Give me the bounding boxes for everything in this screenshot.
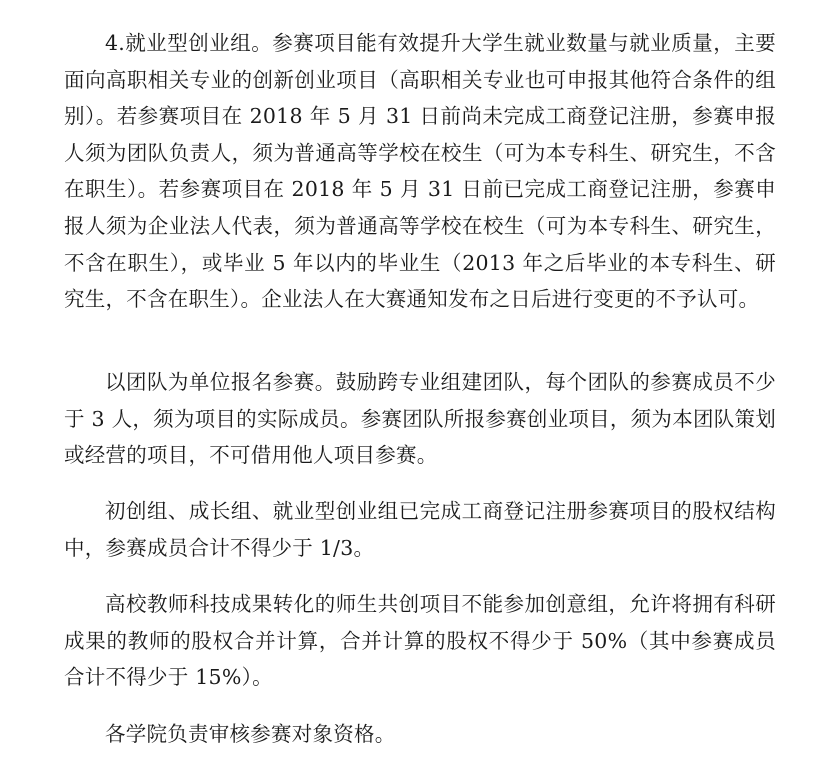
paragraph-team-registration: 以团队为单位报名参赛。鼓励跨专业组建团队，每个团队的参赛成员不少于 3 人，须为项目的实际成员。参赛团队所报参赛创业项目，须为本团队策划或经营的项目，不可借用他人项目参赛。	[64, 370, 776, 468]
paragraph-employment-startup-group: 4.就业型创业组。参赛项目能有效提升大学生就业数量与就业质量，主要面向高职相关专业的创新创业项目（高职相关专业也可申报其他符合条件的组别）。若参赛项目在 2018 年 5 月 31 日前尚未完成工商登记注册，参赛申报人须为团队负责人，须为普通高等学校在校生（可为本专科生、研究生，不含在职生）。若参赛项目在 2018 年 5 月 31 日前已完成工商登记注册，参赛申报人须为企业法人代表，须为普通高等学校在校生（可为本专科生、研究生，不含在职生），或毕业 5 年以内的毕业生（2013 年之后毕业的本专科生、研究生，不含在职生）。企业法人在大赛通知发布之日后进行变更的不予认可。	[64, 31, 776, 312]
paragraph-teacher-student-projects: 高校教师科技成果转化的师生共创项目不能参加创意组，允许将拥有科研成果的教师的股权合并计算，合并计算的股权不得少于 50%（其中参赛成员合计不得少于 15%）。	[64, 592, 776, 690]
paragraph-eligibility-review: 各学院负责审核参赛对象资格。	[105, 722, 396, 746]
paragraph-equity-structure: 初创组、成长组、就业型创业组已完成工商登记注册参赛项目的股权结构中，参赛成员合计不得少于 1/3。	[64, 499, 776, 560]
